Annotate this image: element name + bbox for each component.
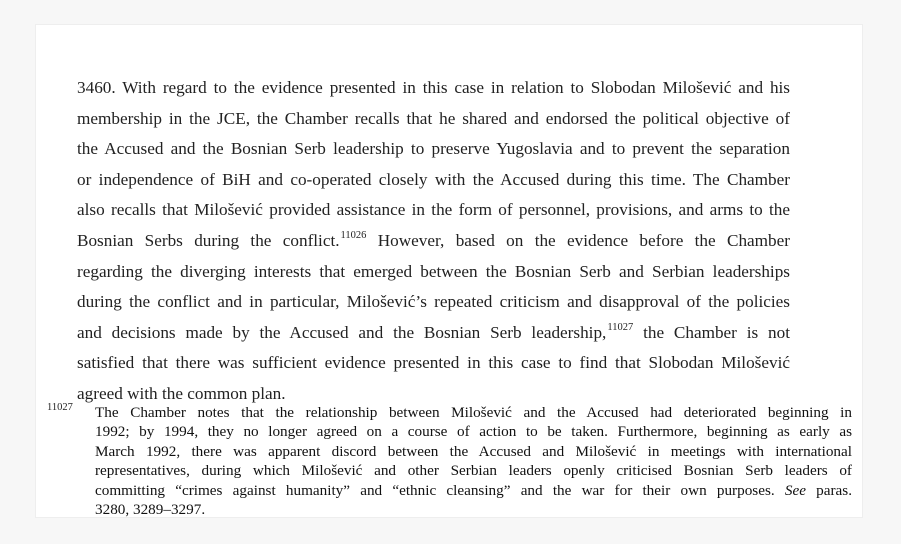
document-page: [36, 25, 862, 517]
paragraph-text: Bosnian Serbs during the conflict.: [77, 230, 340, 250]
footnote-line: representatives, during which Milošević and other Serbian leaders openly criticised Bosnian Serb leaders of: [95, 462, 852, 480]
footnote-see-signal: See: [784, 481, 806, 499]
footnote-text: committing “crimes against humanity” and “ethnic cleansing” and the war for their own purposes.: [95, 481, 785, 499]
paragraph-line: regarding the diverging interests that emerged between the Bosnian Serb and Serbian leaderships: [77, 261, 790, 281]
paragraph-line: satisfied that there was sufficient evidence presented in this case to find that Slobodan Milošević: [77, 353, 790, 373]
footnote-line: 1992; by 1994, they no longer agreed on a course of action to be taken. Furthermore, beginning as early as: [95, 423, 852, 441]
paragraph-line: the Accused and the Bosnian Serb leadership to preserve Yugoslavia and to prevent the separation: [77, 139, 790, 159]
paragraph-line: during the conflict and in particular, Milošević’s repeated criticism and disapproval of the policies: [77, 292, 790, 312]
paragraph-text: However, based on the evidence before the Chamber: [366, 230, 790, 250]
paragraph-line: [77, 318, 790, 349]
paragraph-line: also recalls that Milošević provided assistance in the form of personnel, provisions, and arms to the: [77, 200, 790, 220]
paragraph-line: agreed with the common plan.: [77, 383, 286, 403]
footnote-reference-11027[interactable]: 11027: [607, 321, 634, 333]
footnote-reference-11026[interactable]: 11026: [340, 229, 367, 241]
paragraph-3460: [77, 73, 790, 410]
paragraph-line: membership in the JCE, the Chamber recalls that he shared and endorsed the political objective of: [77, 108, 790, 128]
footnote-line: March 1992, there was apparent discord between the Accused and Milošević in meetings with international: [95, 442, 852, 460]
paragraph-text: the Chamber is not: [633, 322, 790, 342]
paragraph-line: [77, 226, 790, 257]
paragraph-line: 3460. With regard to the evidence presented in this case in relation to Slobodan Milošević and his: [77, 78, 790, 97]
footnote-line: [95, 481, 852, 500]
footnote-number: 11027: [47, 402, 73, 413]
footnote-line: 3280, 3289–3297.: [95, 500, 206, 518]
paragraph-line: or independence of BiH and co-operated closely with the Accused during this time. The Chamber: [77, 169, 790, 189]
footnote-11027: [95, 403, 852, 519]
footnote-text: paras.: [805, 481, 852, 499]
paragraph-text: and decisions made by the Accused and the Bosnian Serb leadership,: [77, 322, 607, 342]
footnote-line: The Chamber notes that the relationship between Milošević and the Accused had deteriorated beginning in: [95, 404, 852, 421]
